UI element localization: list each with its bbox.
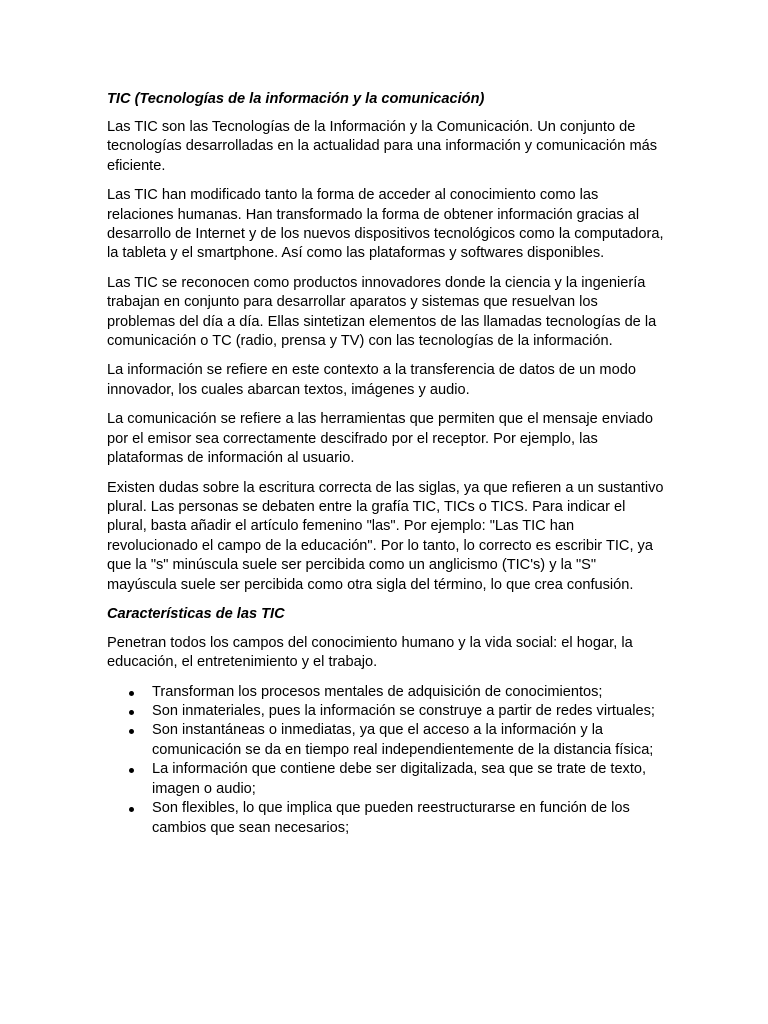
list-item (107, 702, 667, 721)
characteristics-list (107, 683, 667, 838)
bullet-icon (129, 729, 134, 734)
section-intro-paragraph: Penetran todos los campos del conocimiento humano y la vida social: el hogar, la educación, el entretenimiento y el trabajo. (107, 634, 633, 671)
section-heading-caracteristicas: Características de las TIC (107, 605, 285, 622)
paragraph-4: La información se refiere en este contexto a la transferencia de datos de un modo innovador, los cuales abarcan textos, imágenes y audio. (107, 362, 636, 398)
bullet-icon (129, 710, 134, 715)
paragraph-6: Existen dudas sobre la escritura correcta de las siglas, ya que refieren a un sustantivo plural. Las personas se debaten entre la grafía TIC, TICs o TICS. Para indicar el plural, basta añadir el artículo femenino "las". Por ejemplo: "Las TIC han revolucionado el campo de la educación". Por lo tanto, lo correcto es escribir TIC, ya que la "s" minúscula suele ser percibida como un anglicismo (TIC's) y la "S" mayúscula suele ser percibida como otra sigla del término, lo que crea confusión. (107, 479, 664, 593)
list-item (107, 799, 667, 838)
list-item-text: La información que contiene debe ser digitalizada, sea que se trate de texto, imagen o audio; (152, 761, 647, 797)
list-item-text: Son instantáneas o inmediatas, ya que el acceso a la información y la comunicación se da en tiempo real independientemente de la distancia física; (152, 722, 654, 758)
bullet-icon (129, 768, 134, 773)
list-item-text: Son flexibles, lo que implica que pueden reestructurarse en función de los cambios que sean necesarios; (152, 800, 630, 836)
paragraph-1: Las TIC son las Tecnologías de la Información y la Comunicación. Un conjunto de tecnologías desarrolladas en la actualidad para una información y comunicación más eficiente. (107, 119, 658, 174)
list-item (107, 760, 667, 799)
document-heading: TIC (Tecnologías de la información y la comunicación) (107, 91, 485, 107)
list-item-text: Transforman los procesos mentales de adquisición de conocimientos; (152, 683, 603, 700)
paragraph-2: Las TIC han modificado tanto la forma de acceder al conocimiento como las relaciones humanas. Han transformado la forma de obtener información gracias al desarrollo de Internet y de los nuevos dispositivos tecnológicos como la computadora, la tableta y el smartphone. Así como las plataformas y softwares disponibles. (107, 187, 664, 262)
paragraph-3: Las TIC se reconocen como productos innovadores donde la ciencia y la ingeniería trabajan en conjunto para desarrollar aparatos y sistemas que resuelvan los problemas del día a día. Ellas sintetizan elementos de las llamadas tecnologías de la comunicación o TC (radio, prensa y TV) con las tecnologías de la información. (107, 274, 657, 350)
paragraph-5: La comunicación se refiere a las herramientas que permiten que el mensaje enviado por el emisor sea correctamente descifrado por el receptor. Por ejemplo, las plataformas de información al usuario. (107, 411, 653, 467)
list-item (107, 721, 667, 760)
bullet-icon (129, 807, 134, 812)
bullet-icon (129, 691, 134, 696)
list-item-text: Son inmateriales, pues la información se construye a partir de redes virtuales; (152, 703, 655, 720)
document-page (107, 90, 667, 838)
list-item (107, 683, 667, 702)
